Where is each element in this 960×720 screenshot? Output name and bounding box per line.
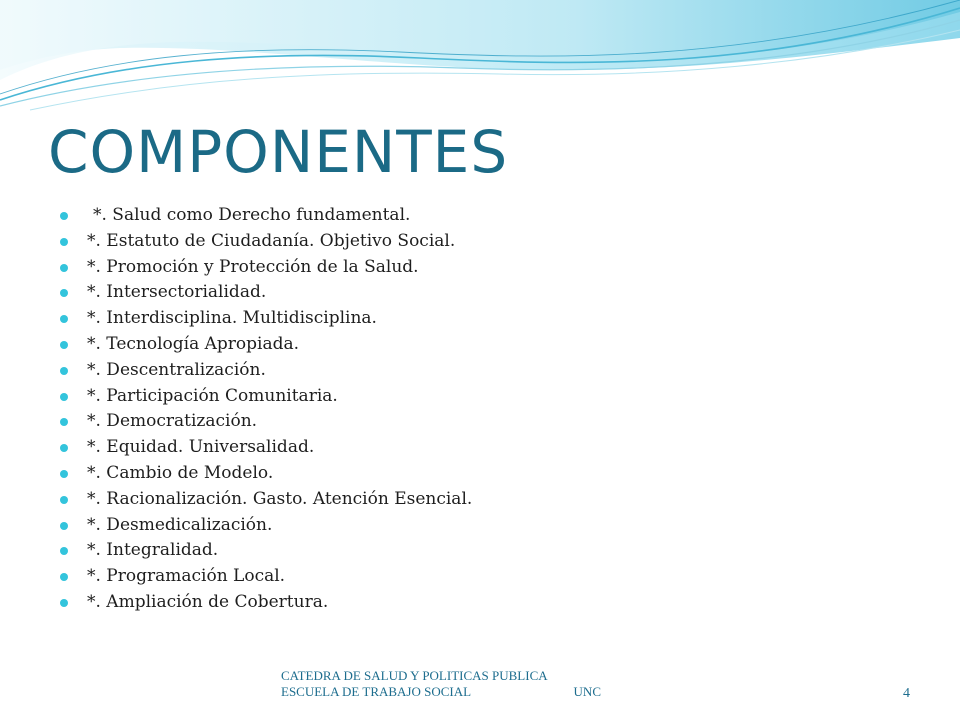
bullet-dot-icon [60, 444, 68, 452]
bullet-text: *. Democratización. [87, 411, 258, 432]
list-item [60, 306, 472, 332]
bullet-dot-icon [60, 367, 68, 375]
list-item [60, 435, 472, 461]
bullet-dot-icon [60, 341, 68, 349]
slide-footer [281, 668, 611, 700]
slide-title: COMPONENTES [48, 118, 509, 186]
bullet-text: *. Estatuto de Ciudadanía. Objetivo Social. [87, 230, 456, 251]
page-number: 4 [903, 686, 910, 701]
bullet-text: *. Salud como Derecho fundamental. [93, 205, 411, 225]
list-item [60, 358, 472, 384]
bullet-dot-icon [60, 547, 68, 555]
list-item [60, 538, 472, 564]
bullet-text: *. Promoción y Protección de la Salud. [87, 256, 419, 277]
list-item [60, 564, 472, 590]
footer-university: UNC [573, 684, 601, 699]
list-item [60, 461, 472, 487]
bullet-text: *. Equidad. Universalidad. [87, 437, 315, 458]
bullet-dot-icon [60, 393, 68, 401]
bullet-dot-icon [60, 522, 68, 530]
bullet-dot-icon [60, 470, 68, 478]
bullet-text: *. Cambio de Modelo. [87, 462, 274, 483]
bullet-text: *. Participación Comunitaria. [87, 385, 338, 406]
list-item [60, 384, 472, 410]
list-item [60, 203, 472, 229]
bullet-list [60, 203, 472, 616]
bullet-dot-icon [60, 212, 68, 220]
bullet-text: *. Programación Local. [87, 566, 286, 587]
list-item [60, 229, 472, 255]
bullet-text: *. Racionalización. Gasto. Atención Esencial. [87, 488, 473, 509]
footer-line-1: CATEDRA DE SALUD Y POLITICAS PUBLICA [281, 668, 548, 683]
bullet-dot-icon [60, 289, 68, 297]
bullet-text: *. Interdisciplina. Multidisciplina. [87, 308, 377, 329]
list-item [60, 409, 472, 435]
header-wave-decoration [0, 0, 960, 120]
list-item [60, 332, 472, 358]
bullet-dot-icon [60, 599, 68, 607]
bullet-dot-icon [60, 238, 68, 246]
bullet-text: *. Desmedicalización. [87, 514, 273, 535]
bullet-text: *. Ampliación de Cobertura. [87, 591, 329, 612]
bullet-text: *. Intersectorialidad. [87, 282, 267, 303]
bullet-text: *. Descentralización. [87, 359, 266, 380]
list-item [60, 280, 472, 306]
bullet-dot-icon [60, 573, 68, 581]
bullet-dot-icon [60, 418, 68, 426]
bullet-dot-icon [60, 264, 68, 272]
bullet-dot-icon [60, 496, 68, 504]
bullet-dot-icon [60, 315, 68, 323]
list-item [60, 590, 472, 616]
list-item [60, 255, 472, 281]
bullet-text: *. Integralidad. [87, 540, 219, 561]
bullet-text: *. Tecnología Apropiada. [87, 333, 300, 354]
list-item [60, 513, 472, 539]
list-item [60, 487, 472, 513]
footer-school: ESCUELA DE TRABAJO SOCIAL [281, 684, 472, 699]
footer-line-2 [281, 684, 601, 700]
